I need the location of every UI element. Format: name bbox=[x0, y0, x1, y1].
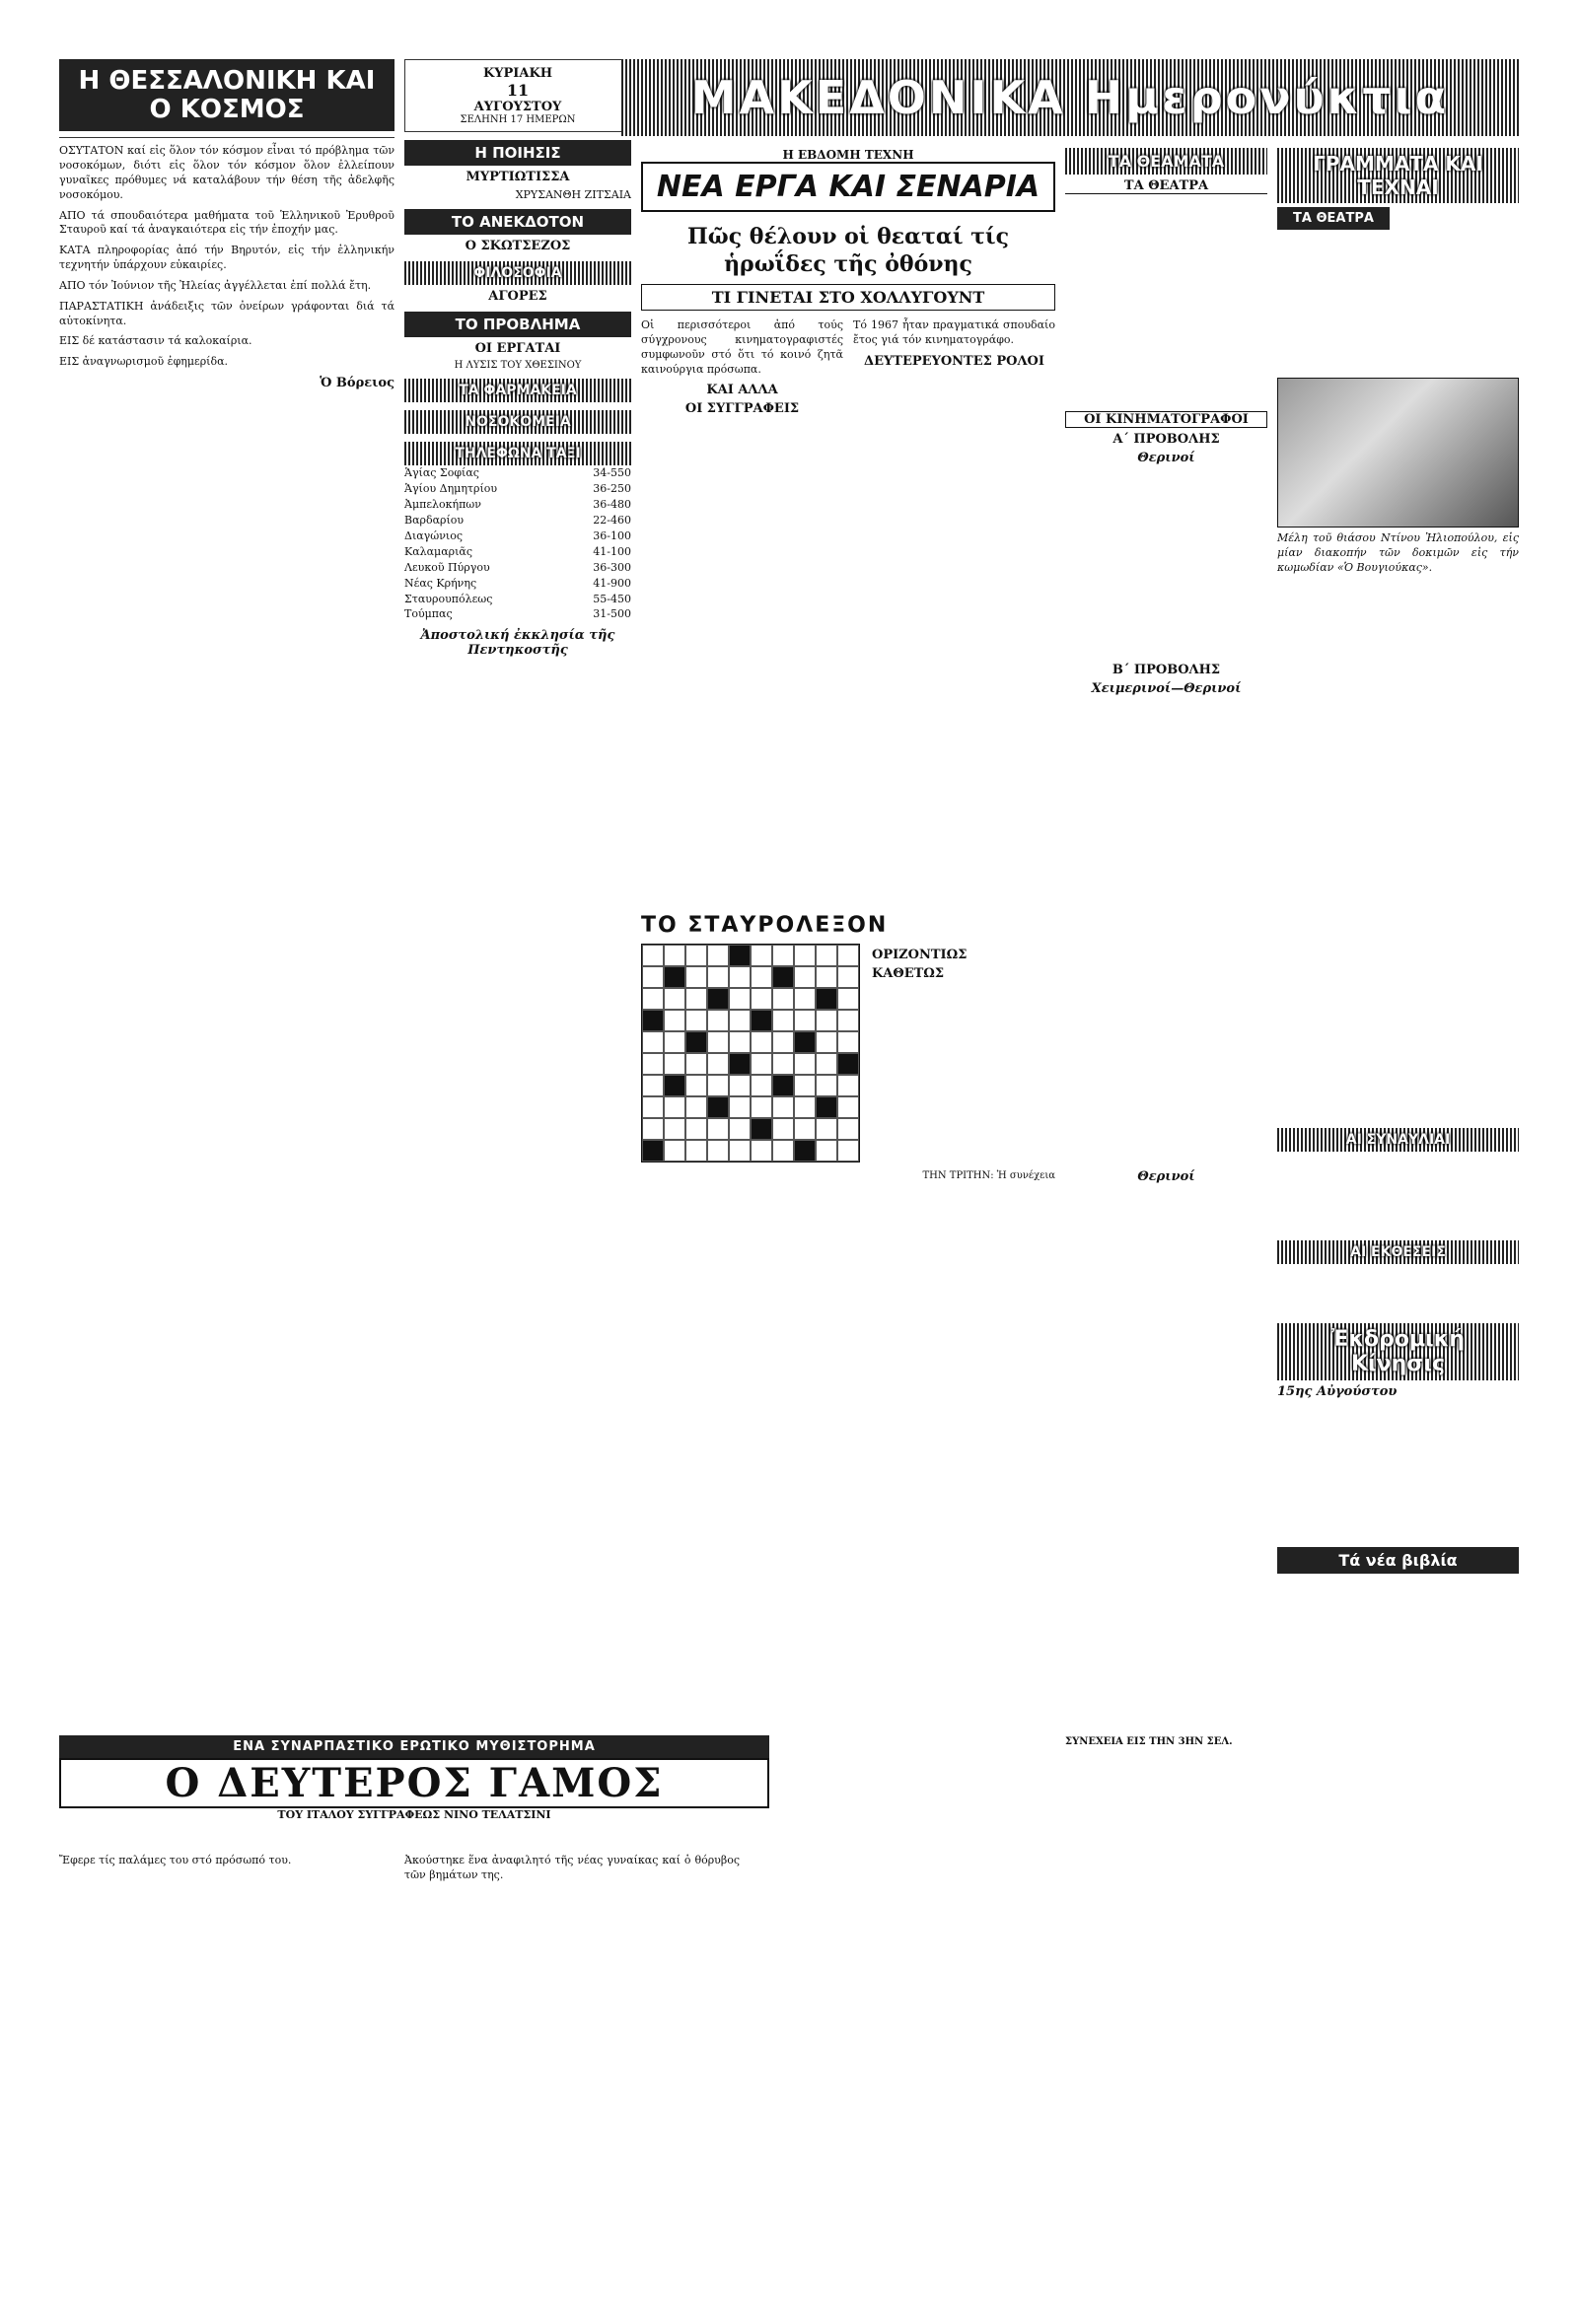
banner: ΝΕΑ ΕΡΓΑ ΚΑΙ ΣΕΝΑΡΙΑ bbox=[641, 162, 1055, 212]
column-thessaloniki bbox=[59, 59, 394, 390]
cinemas-heading: ΟΙ ΚΙΝΗΜΑΤΟΓΡΑΦΟΙ bbox=[1065, 411, 1267, 428]
paragraph: ΑΠΟ τόν Ἰούνιον τῆς Ἠλείας ἀγγέλλεται ἐπί πολλά ἔτη. bbox=[59, 278, 372, 292]
date-month: ΑΥΓΟΥΣΤΟΥ bbox=[473, 100, 562, 114]
crossword-heading: ΤΟ ΣΤΑΥΡΟΛΕΞΟΝ bbox=[641, 913, 889, 939]
solution-label: Η ΛΥΣΙΣ ΤΟΥ ΧΘΕΣΙΝΟΥ bbox=[454, 360, 582, 371]
theatres-heading: ΤΑ ΘΕΑΤΡΑ bbox=[1065, 178, 1267, 194]
poet-name: ΧΡΥΣΑΝΘΗ ΖΙΤΣΑΙΑ bbox=[515, 188, 631, 201]
summer-heading-2: Θερινοί bbox=[1137, 1169, 1195, 1184]
theatre-heading: ΤΑ ΘΕΑΤΡΑ bbox=[1277, 207, 1390, 230]
paragraph: ΕΙΣ ἀναγνωρισμοῦ ἐφημερίδα. bbox=[59, 355, 229, 369]
paragraph: Ἔφερε τίς παλάμες του στό πρόσωπό του. bbox=[59, 1854, 292, 1866]
poem-title: ΜΥΡΤΙΩΤΙΣΣΑ bbox=[466, 170, 570, 184]
list-item: Τούμπας 31-500 bbox=[404, 607, 631, 621]
subheading: ΟΙ ΣΥΓΓΡΑΦΕΙΣ bbox=[684, 401, 800, 417]
books-heading: Τά νέα βιβλία bbox=[1277, 1547, 1519, 1574]
paragraph: ΑΠΟ τά σπουδαιότερα μαθήματα τοῦ Ἑλληνικοῦ Ἐρυθροῦ Σταυροῦ καί τά ἀναγκαιότερα εἰς τήν ἐποχήν μας. bbox=[59, 208, 394, 237]
column-arts bbox=[1277, 148, 1519, 1574]
paragraph: Τό 1967 ἦταν πραγματικά σπουδαίο ἔτος γιά τόν κινηματογράφο. bbox=[853, 318, 1055, 346]
subheading: ΔΕΥΤΕΡΕΥΟΝΤΕΣ ΡΟΛΟΙ bbox=[864, 353, 1044, 369]
newspaper-page bbox=[59, 59, 1519, 2278]
taxi-phones-heading: ΤΗΛΕΦΩΝΑ ΤΑΞΙ bbox=[404, 442, 631, 465]
list-item: Ἁγίου Δημητρίου 36-250 bbox=[404, 481, 631, 495]
paragraph: Ἀκούστηκε ἕνα ἀναφιλητό τῆς νέας γυναίκας καί ὁ θόρυβος τῶν βημάτων της. bbox=[404, 1854, 740, 1881]
across-label: ΟΡΙΖΟΝΤΙΩΣ bbox=[872, 948, 968, 963]
date-number: 11 bbox=[506, 81, 530, 100]
crossword-section bbox=[641, 913, 1055, 1181]
paragraph: ΟΣΥΤΑΤΟΝ καί εἰς ὅλον τόν κόσμον εἶναι τό πρόβλημα τῶν νοσοκόμων, διότι εἰς ὅλον τόν κόσμον ὅλον ἐλλείπουν γυναῖκες πρόθυμες νά καταλάβουν τήν θέση τῆς ἀδελφῆς νοσοκόμου. bbox=[59, 144, 394, 201]
column-cinema bbox=[641, 148, 1055, 1181]
down-label: ΚΑΘΕΤΩΣ bbox=[872, 966, 945, 982]
headline-thessaloniki: Η ΘΕΣΣΑΛΟΝΙΚΗ ΚΑΙ Ο ΚΟΣΜΟΣ bbox=[59, 59, 394, 131]
arts-heading: ΓΡΑΜΜΑΤΑ ΚΑΙ ΤΕΧΝΑΙ bbox=[1277, 148, 1519, 203]
philosophy-title: ΑΓΟΡΕΣ bbox=[488, 289, 547, 304]
shows-heading: ΤΑ ΘΕΑΜΑΤΑ bbox=[1065, 148, 1267, 175]
column-almanac bbox=[404, 59, 631, 662]
church-note: Ἀποστολική ἐκκλησία τῆς Πεντηκοστῆς bbox=[420, 628, 615, 659]
date-box bbox=[404, 59, 631, 132]
hospital-heading: ΝΟΣΟΚΟΜΕΙΑ bbox=[404, 410, 631, 434]
list-item: Ἀμπελοκήπων 36-480 bbox=[404, 497, 631, 511]
list-item: Λευκοῦ Πύργου 36-300 bbox=[404, 560, 631, 574]
serial-title: Ο ΔΕΥΤΕΡΟΣ ΓΑΜΟΣ bbox=[59, 1758, 769, 1808]
excursions-heading: Ἐκδρομική Κίνησις bbox=[1277, 1323, 1519, 1380]
list-item: Βαρδαρίου 22-460 bbox=[404, 513, 631, 527]
paragraph: ΚΑΤΑ πληροφορίας ἀπό τήν Βηρυτόν, εἰς τήν ἑλληνικήν τεχνητήν ὑπάρχουν εὐκαιρίες. bbox=[59, 244, 394, 272]
paragraph: ΠΑΡΑΣΤΑΤΙΚΗ ἀνάδειξις τῶν ὀνείρων γράφονται διά τά αὐτοκίνητα. bbox=[59, 299, 394, 327]
photo-caption: Μέλη τοῦ θιάσου Ντίνου Ἠλιοπούλου, εἰς μίαν διακοπήν τῶν δοκιμῶν εἰς τήν κωμωδίαν «Ὁ Βουγιούκας». bbox=[1277, 531, 1519, 574]
almanac-line: ΣΕΛΗΝΗ 17 ΗΜΕΡΩΝ bbox=[460, 114, 576, 125]
continue-note: ΣΥΝΕΧΕΙΑ ΕΙΣ ΤΗΝ 3ΗΝ ΣΕΛ. bbox=[1065, 1736, 1233, 1747]
exhibitions-heading: ΑΙ ΕΚΘΕΣΕΙΣ bbox=[1277, 1240, 1519, 1264]
pharmacy-heading: ΤΑ ΦΑΡΜΑΚΕΙΑ bbox=[404, 379, 631, 402]
winter-summer-heading: Χειμερινοί—Θερινοί bbox=[1091, 681, 1242, 696]
poetry-heading: Η ΠΟΙΗΣΙΣ bbox=[404, 140, 631, 166]
anecdote-heading: ΤΟ ΑΝΕΚΔΟΤΟΝ bbox=[404, 209, 631, 235]
problem-title: ΟΙ ΕΡΓΑΤΑΙ bbox=[474, 341, 561, 356]
article-headline: Πῶς θέλουν οἱ θεαταί τίς ἡρωΐδες τῆς ὀθόνης bbox=[687, 224, 1009, 277]
serial-body-right bbox=[404, 1854, 740, 1889]
column-shows bbox=[1065, 148, 1267, 1747]
serial-author: ΤΟΥ ΙΤΑΛΟΥ ΣΥΓΓΡΑΦΕΩΣ ΝΙΝΟ ΤΕΛΑΤΣΙΝΙ bbox=[277, 1808, 551, 1821]
summer-heading: Θερινοί bbox=[1137, 451, 1195, 465]
serial-banner bbox=[59, 1735, 769, 1844]
second-run-heading: Β΄ ΠΡΟΒΟΛΗΣ bbox=[1112, 663, 1221, 677]
serial-kicker: ΕΝΑ ΣΥΝΑΡΠΑΣΤΙΚΟ ΕΡΩΤΙΚΟ ΜΥΘΙΣΤΟΡΗΜΑ bbox=[59, 1735, 769, 1758]
paragraph: Οἱ περισσότεροι ἀπό τούς σύγχρονους κινηματογραφιστές συμφωνοῦν στό ὅτι τό κοινό ζητᾶ καινούργια πρόσωπα. bbox=[641, 318, 843, 376]
philosophy-heading: ΦΙΛΟΣΟΦΙΑ bbox=[404, 261, 631, 285]
article-subhead: ΤΙ ΓΙΝΕΤΑΙ ΣΤΟ ΧΟΛΛΥΓΟΥΝΤ bbox=[641, 284, 1055, 311]
excursion-date: 15ης Αὐγούστου bbox=[1277, 1383, 1398, 1399]
subheading: ΚΑΙ ΑΛΛΑ bbox=[706, 383, 778, 398]
anecdote-title: Ο ΣΚΩΤΣΕΖΟΣ bbox=[465, 239, 571, 253]
list-item: Καλαμαριᾶς 41-100 bbox=[404, 544, 631, 558]
next-issue-note: ΤΗΝ ΤΡΙΤΗΝ: Ἡ συνέχεια bbox=[922, 1170, 1055, 1182]
crossword-grid bbox=[641, 944, 860, 1162]
signature: Ὁ Βόρειος bbox=[320, 376, 394, 391]
section-label: Η ΕΒΔΟΜΗ ΤΕΧΝΗ bbox=[782, 148, 914, 162]
problem-heading: ΤΟ ΠΡΟΒΛΗΜΑ bbox=[404, 312, 631, 337]
first-run-heading: Α΄ ΠΡΟΒΟΛΗΣ bbox=[1112, 432, 1220, 447]
list-item: Σταυρουπόλεως 55-450 bbox=[404, 592, 631, 605]
article-body bbox=[641, 318, 1055, 420]
list-item: Διαγώνιος 36-100 bbox=[404, 528, 631, 542]
theatre-photo bbox=[1277, 378, 1519, 528]
date-day: ΚΥΡΙΑΚΗ bbox=[482, 66, 553, 81]
masthead bbox=[621, 59, 1519, 138]
paragraph: ΕΙΣ δέ κατάστασιν τά καλοκαίρια. bbox=[59, 334, 252, 348]
masthead-title: ΜΑΚΕΔΟΝΙΚΑ Ημερονύκτια bbox=[621, 59, 1519, 136]
list-item: Ἁγίας Σοφίας 34-550 bbox=[404, 466, 631, 479]
concerts-heading: ΑΙ ΣΥΝΑΥΛΙΑΙ bbox=[1277, 1128, 1519, 1152]
taxi-list bbox=[404, 465, 631, 622]
serial-body-left bbox=[59, 1854, 394, 1874]
list-item: Νέας Κρήνης 41-900 bbox=[404, 576, 631, 590]
